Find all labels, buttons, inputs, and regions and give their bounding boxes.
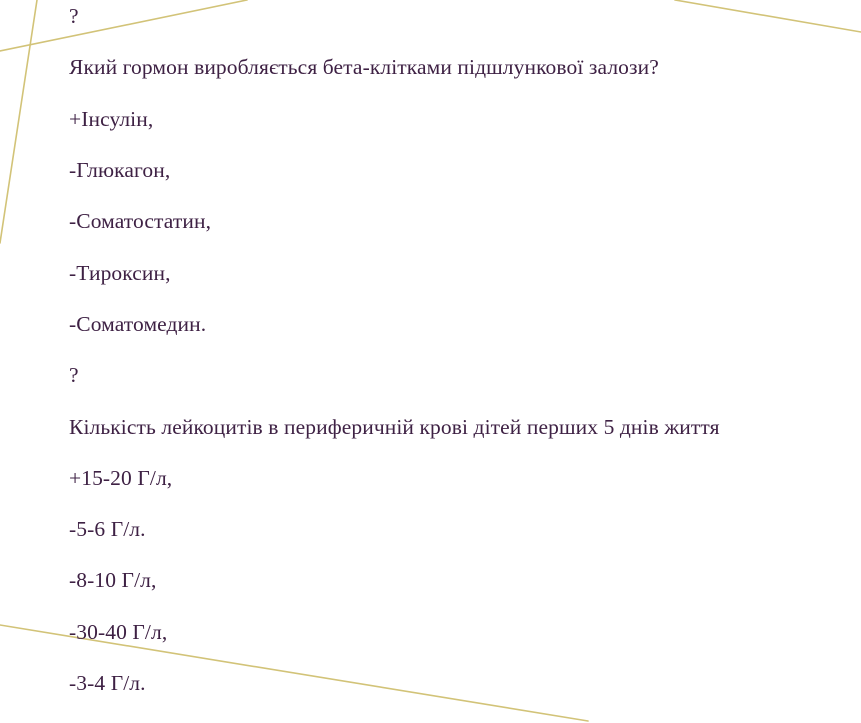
question-1-answer-5: -Соматомедин. [69,311,207,336]
question-2-answer-4: -30-40 Г/л, [69,619,168,644]
question-1-answer-2: -Глюкагон, [69,158,171,183]
question-1-answer-3: -Соматостатин, [69,209,212,234]
question-1-answer-1: +Інсулін, [69,106,154,131]
question-2-answer-1: +15-20 Г/л, [69,465,173,490]
decor-line-left-steep [0,0,37,243]
question-2-answer-3: -8-10 Г/л, [69,568,157,593]
question-1-marker: ? [69,4,79,29]
question-2-text: Кількість лейкоцитів в периферичній крові дітей перших 5 днів життя [69,414,720,439]
quiz-text-block [69,0,841,709]
question-2-answer-5: -3-4 Г/л. [69,671,146,695]
question-2-answer-2: -5-6 Г/л. [69,517,146,542]
question-1-answer-4: -Тироксин, [69,260,171,285]
question-2-marker: ? [69,363,79,388]
question-1-text: Який гормон виробляється бета-клітками підшлункової залози? [69,55,659,80]
